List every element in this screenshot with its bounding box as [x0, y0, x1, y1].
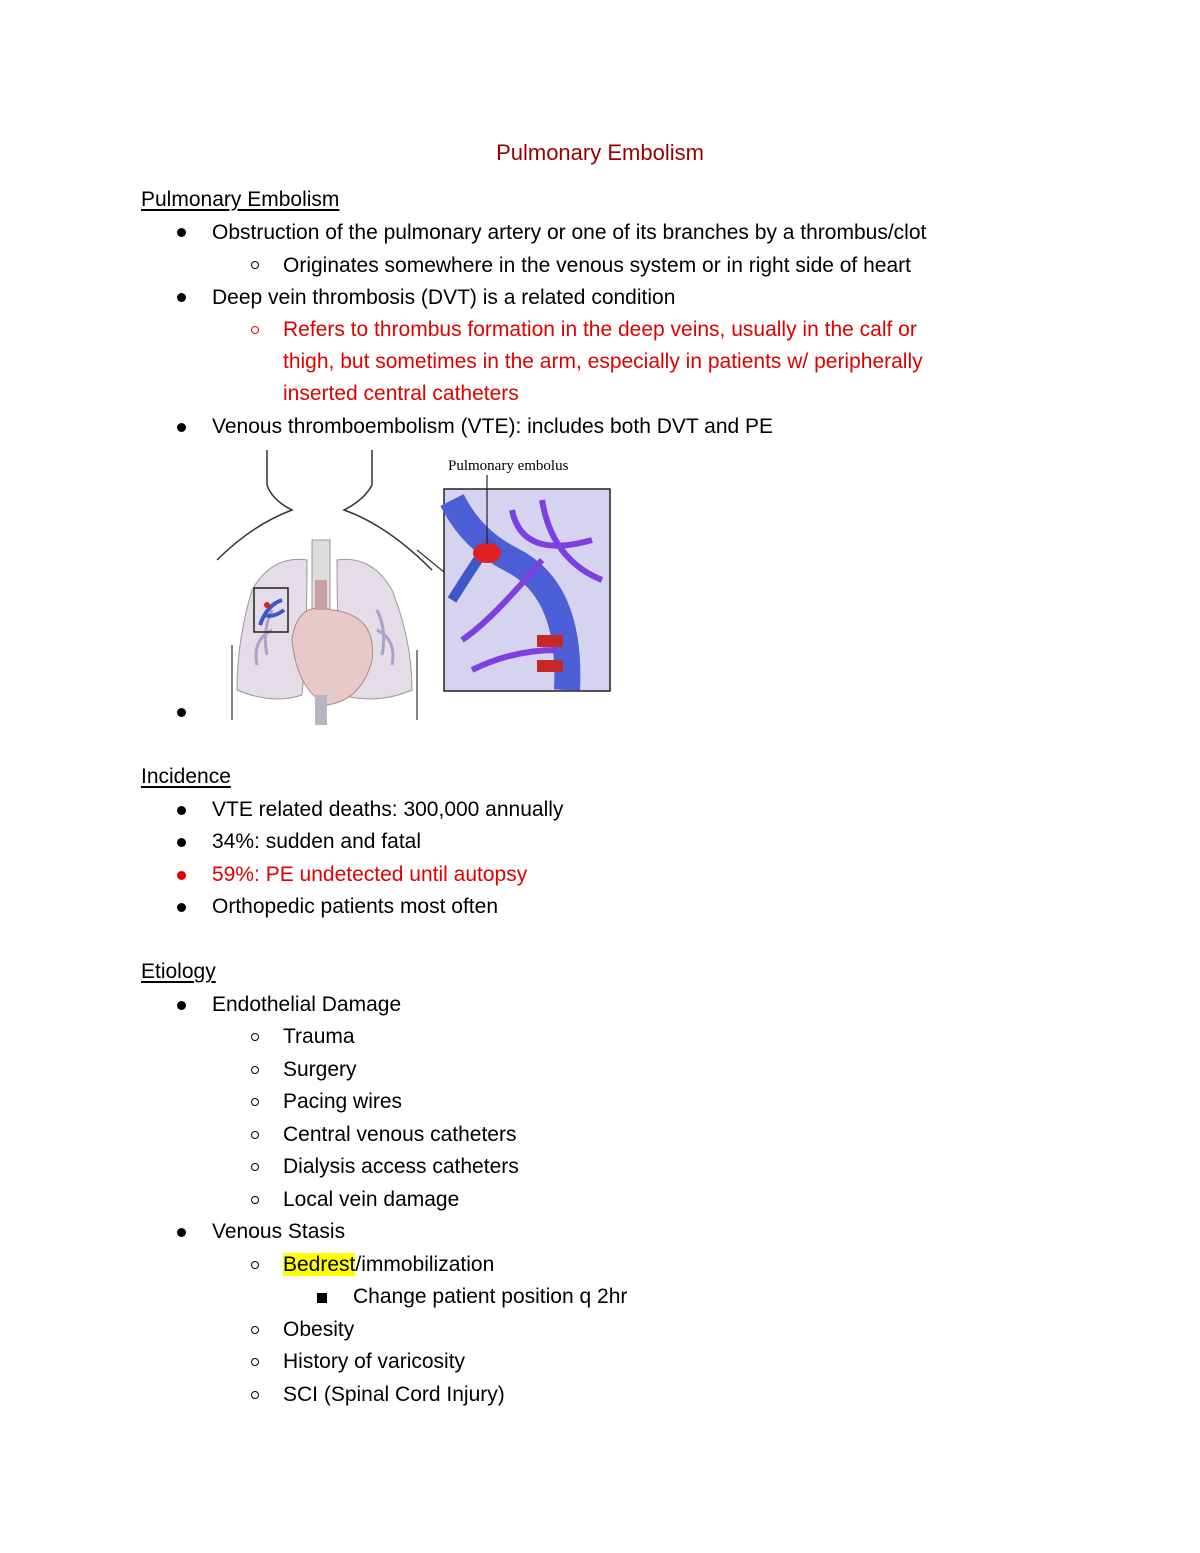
circle-bullet-icon [251, 1326, 259, 1334]
circle-bullet-icon [251, 1391, 259, 1399]
circle-bullet-icon [251, 1131, 259, 1139]
circle-bullet-icon [251, 1358, 259, 1366]
lungs-illustration [212, 440, 632, 730]
list-item: Dialysis access catheters [283, 1155, 519, 1178]
circle-bullet-icon [251, 1261, 259, 1269]
list-item: 34%: sudden and fatal [212, 830, 421, 853]
list-item [283, 1253, 494, 1277]
circle-bullet-icon [251, 261, 259, 269]
list-item: History of varicosity [283, 1350, 466, 1373]
figure-label: Pulmonary embolus [448, 458, 569, 474]
list-item: Venous thromboembolism (VTE): includes both DVT and PE [212, 415, 774, 438]
bullet-icon [177, 903, 186, 912]
list-item: Originates somewhere in the venous system or in right side of heart [283, 254, 911, 277]
bullet-icon [177, 708, 186, 717]
list-item: Central venous catheters [283, 1123, 517, 1146]
list-item-text: /immobilization [355, 1253, 495, 1276]
bullet-icon [177, 1001, 186, 1010]
square-bullet-icon [317, 1293, 327, 1303]
section-heading-etiology: Etiology [141, 960, 216, 983]
list-item: Deep vein thrombosis (DVT) is a related condition [212, 286, 676, 309]
list-item: Pacing wires [283, 1090, 403, 1113]
bullet-icon [177, 293, 186, 302]
list-item: Obesity [283, 1318, 355, 1341]
list-item: Trauma [283, 1025, 355, 1048]
list-item: Local vein damage [283, 1188, 460, 1211]
bullet-icon [177, 806, 186, 815]
circle-bullet-icon [251, 1033, 259, 1041]
list-item: 59%: PE undetected until autopsy [212, 863, 528, 886]
bullet-icon [177, 838, 186, 847]
list-item-continuation: inserted central catheters [283, 382, 519, 405]
bullet-icon [177, 1228, 186, 1237]
list-item: Orthopedic patients most often [212, 895, 498, 918]
highlighted-text: Bedrest [283, 1253, 356, 1276]
section-heading-pe: Pulmonary Embolism [141, 188, 340, 211]
circle-bullet-icon [251, 326, 259, 334]
circle-bullet-icon [251, 1066, 259, 1074]
list-item-continuation: thigh, but sometimes in the arm, especially in patients w/ peripherally [283, 350, 923, 373]
circle-bullet-icon [251, 1163, 259, 1171]
list-item: Refers to thrombus formation in the deep veins, usually in the calf or [283, 318, 917, 341]
bullet-icon [177, 228, 186, 237]
pulmonary-embolism-figure [212, 440, 632, 730]
page-title: Pulmonary Embolism [496, 140, 704, 165]
list-item: Endothelial Damage [212, 993, 402, 1016]
list-item: Venous Stasis [212, 1220, 346, 1243]
bullet-icon [177, 871, 186, 880]
list-item: Change patient position q 2hr [353, 1285, 628, 1308]
list-item: Obstruction of the pulmonary artery or one of its branches by a thrombus/clot [212, 221, 927, 244]
circle-bullet-icon [251, 1098, 259, 1106]
section-heading-incidence: Incidence [141, 765, 231, 788]
list-item: SCI (Spinal Cord Injury) [283, 1383, 505, 1406]
list-item: Surgery [283, 1058, 357, 1081]
circle-bullet-icon [251, 1196, 259, 1204]
bullet-icon [177, 423, 186, 432]
list-item: VTE related deaths: 300,000 annually [212, 798, 564, 821]
